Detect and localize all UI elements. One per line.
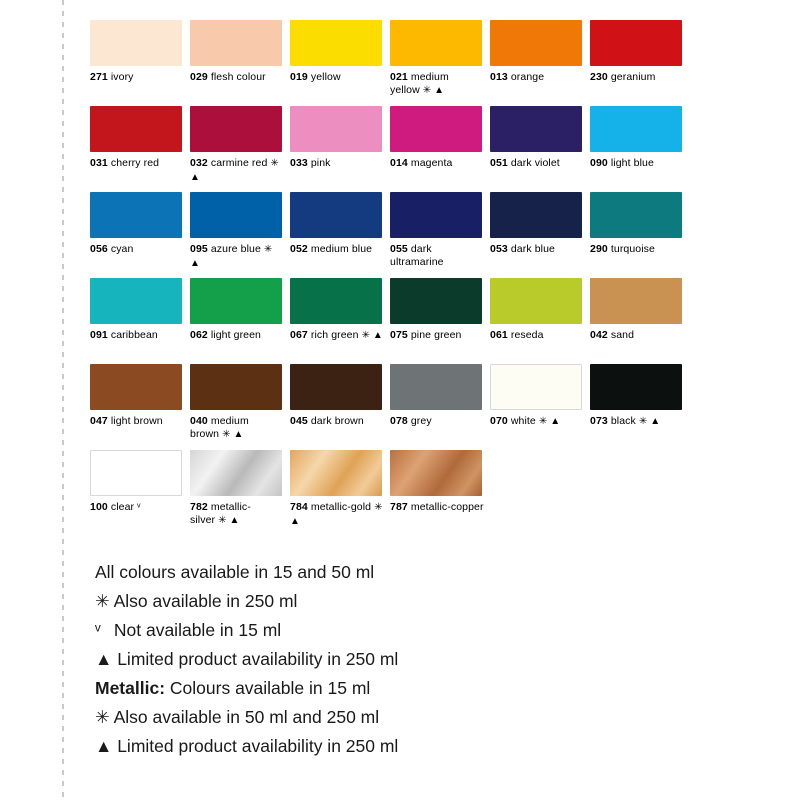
colour-chip: [390, 20, 482, 66]
colour-name: white: [510, 415, 536, 427]
perforation-dot: [62, 550, 64, 555]
colour-swatch-cell: [90, 450, 188, 536]
colour-caption: [290, 501, 384, 528]
availability-marks: ✳ ▲: [538, 416, 561, 427]
colour-name: dark blue: [510, 243, 555, 255]
perforation-dot: [62, 440, 64, 445]
perforation-dot: [62, 374, 64, 379]
colour-chip: [590, 20, 682, 66]
colour-name: metallic-gold: [310, 501, 372, 513]
perforation-dot: [62, 242, 64, 247]
colour-code: 782: [190, 501, 208, 513]
perforation-dot: [62, 66, 64, 71]
perforation-dot: [62, 495, 64, 500]
colour-name: dark brown: [310, 415, 364, 427]
colour-chip: [390, 278, 482, 324]
perforation-edge: [62, 0, 64, 800]
legend-note-text: Also available in 50 ml and 250 ml: [113, 707, 380, 727]
colour-chip: [290, 450, 382, 496]
perforation-dot: [62, 275, 64, 280]
colour-swatch-cell: [490, 364, 588, 450]
perforation-dot: [62, 165, 64, 170]
colour-code: 784: [290, 501, 308, 513]
perforation-dot: [62, 594, 64, 599]
colour-name: ivory: [110, 71, 134, 83]
legend-note: [95, 587, 690, 616]
colour-chip: [290, 192, 382, 238]
perforation-dot: [62, 407, 64, 412]
colour-name: turquoise: [610, 243, 655, 255]
colour-code: 053: [490, 243, 508, 255]
perforation-dot: [62, 176, 64, 181]
legend-notes: [95, 558, 690, 761]
colour-name: metallic-silver: [190, 501, 251, 526]
perforation-dot: [62, 638, 64, 643]
colour-chip: [490, 278, 582, 324]
availability-marks: ✳ ▲: [190, 158, 279, 183]
colour-code: 056: [90, 243, 108, 255]
colour-name: cyan: [110, 243, 134, 255]
perforation-dot: [62, 506, 64, 511]
colour-chip: [390, 364, 482, 410]
colour-caption: [90, 329, 184, 342]
colour-swatch-cell: [490, 278, 588, 364]
perforation-dot: [62, 187, 64, 192]
colour-chip: [390, 192, 482, 238]
colour-chip: [490, 364, 582, 410]
perforation-dot: [62, 517, 64, 522]
colour-name: light green: [210, 329, 261, 341]
availability-marks: ✳ ▲: [190, 244, 273, 269]
perforation-dot: [62, 0, 64, 5]
colour-name: orange: [510, 71, 545, 83]
colour-code: 052: [290, 243, 308, 255]
perforation-dot: [62, 649, 64, 654]
legend-symbol: ✳: [95, 707, 110, 727]
legend-note: [95, 616, 690, 645]
colour-swatch-cell: [190, 20, 288, 106]
legend-note-text: Not available in 15 ml: [113, 620, 282, 640]
legend-symbol: ▲: [95, 736, 113, 756]
perforation-dot: [62, 660, 64, 665]
colour-name: dark violet: [510, 157, 560, 169]
perforation-dot: [62, 462, 64, 467]
perforation-dot: [62, 451, 64, 456]
colour-swatch-cell: [490, 20, 588, 106]
availability-marks: ✳ ▲: [638, 416, 661, 427]
colour-code: 271: [90, 71, 108, 83]
colour-name: black: [610, 415, 636, 427]
perforation-dot: [62, 781, 64, 786]
colour-name: light blue: [610, 157, 654, 169]
colour-code: 047: [90, 415, 108, 427]
perforation-dot: [62, 363, 64, 368]
colour-code: 021: [390, 71, 408, 83]
colour-name: clear: [110, 501, 135, 513]
legend-note: [95, 703, 690, 732]
colour-caption: [490, 329, 584, 342]
colour-caption: [390, 71, 484, 97]
colour-chip: [190, 364, 282, 410]
perforation-dot: [62, 11, 64, 16]
colour-chip: [90, 106, 182, 152]
perforation-dot: [62, 308, 64, 313]
legend-note: [95, 674, 690, 703]
perforation-dot: [62, 682, 64, 687]
colour-caption: [590, 71, 684, 84]
colour-swatch-cell: [490, 106, 588, 192]
colour-chip: [90, 278, 182, 324]
colour-caption: [290, 157, 384, 170]
colour-chip: [290, 106, 382, 152]
colour-name: flesh colour: [210, 71, 266, 83]
colour-code: 290: [590, 243, 608, 255]
colour-chip: [590, 106, 682, 152]
colour-swatch-cell: [290, 106, 388, 192]
colour-caption: [90, 71, 184, 84]
perforation-dot: [62, 143, 64, 148]
colour-swatch-cell: [390, 20, 488, 106]
legend-note: [95, 645, 690, 674]
colour-chip: [90, 20, 182, 66]
colour-caption: [390, 501, 484, 514]
colour-swatch-cell: [90, 192, 188, 278]
legend-note-bold: Metallic:: [95, 678, 166, 698]
colour-caption: [190, 157, 284, 184]
legend-note-text: Also available in 250 ml: [113, 591, 298, 611]
perforation-dot: [62, 770, 64, 775]
colour-code: 051: [490, 157, 508, 169]
colour-name: medium yellow: [390, 71, 449, 96]
colour-swatch-cell: [590, 192, 688, 278]
colour-swatch-cell: [590, 278, 688, 364]
perforation-dot: [62, 22, 64, 27]
perforation-dot: [62, 792, 64, 797]
availability-marks: ✳ ▲: [218, 514, 240, 526]
colour-swatch-cell: [390, 450, 488, 536]
swatch-grid: [90, 20, 690, 536]
colour-caption: [590, 157, 684, 170]
perforation-dot: [62, 209, 64, 214]
colour-name: dark ultramarine: [390, 243, 444, 268]
colour-code: 014: [390, 157, 408, 169]
colour-caption: [390, 243, 484, 268]
legend-note-text: Limited product availability in 250 ml: [117, 736, 399, 756]
perforation-dot: [62, 561, 64, 566]
colour-chip: [490, 192, 582, 238]
perforation-dot: [62, 77, 64, 82]
colour-chip: [90, 450, 182, 496]
legend-note-text: Colours available in 15 ml: [169, 678, 371, 698]
colour-chip: [190, 20, 282, 66]
colour-swatch-cell: [90, 364, 188, 450]
colour-chip: [290, 278, 382, 324]
colour-chip: [190, 278, 282, 324]
colour-name: geranium: [610, 71, 656, 83]
colour-chip: [490, 106, 582, 152]
colour-chip: [190, 106, 282, 152]
legend-note: [95, 732, 690, 761]
colour-code: 067: [290, 329, 308, 341]
legend-note-text: Limited product availability in 250 ml: [117, 649, 399, 669]
colour-code: 040: [190, 415, 208, 427]
colour-code: 095: [190, 243, 208, 255]
colour-swatch-cell: [590, 106, 688, 192]
colour-code: 091: [90, 329, 108, 341]
colour-swatch-cell: [590, 20, 688, 106]
colour-caption: [290, 243, 384, 256]
colour-code: 078: [390, 415, 408, 427]
colour-code: 032: [190, 157, 208, 169]
colour-code: 075: [390, 329, 408, 341]
legend-symbol: ✳: [95, 591, 110, 611]
colour-chip: [190, 450, 282, 496]
colour-swatch-cell: [190, 106, 288, 192]
colour-swatch-cell: [390, 106, 488, 192]
colour-caption: [190, 415, 284, 441]
perforation-dot: [62, 132, 64, 137]
availability-marks: ✳ ▲: [361, 330, 383, 341]
colour-code: 029: [190, 71, 208, 83]
perforation-dot: [62, 385, 64, 390]
colour-swatch-cell: [290, 20, 388, 106]
colour-caption: [90, 415, 184, 428]
colour-code: 031: [90, 157, 108, 169]
colour-caption: [490, 243, 584, 256]
perforation-dot: [62, 704, 64, 709]
colour-name: magenta: [410, 157, 453, 169]
colour-swatch-cell: [390, 364, 488, 450]
perforation-dot: [62, 88, 64, 93]
perforation-dot: [62, 715, 64, 720]
legend-symbol: ᵛ: [95, 620, 101, 640]
colour-caption: [590, 329, 684, 342]
perforation-dot: [62, 572, 64, 577]
colour-chip: [290, 20, 382, 66]
colour-chip: [290, 364, 382, 410]
colour-code: 055: [390, 243, 408, 255]
perforation-dot: [62, 418, 64, 423]
perforation-dot: [62, 330, 64, 335]
colour-name: grey: [410, 415, 432, 427]
perforation-dot: [62, 484, 64, 489]
perforation-dot: [62, 231, 64, 236]
colour-swatch-cell: [190, 192, 288, 278]
perforation-dot: [62, 319, 64, 324]
colour-caption: [190, 329, 284, 342]
perforation-dot: [62, 396, 64, 401]
colour-caption: [90, 243, 184, 256]
colour-name: pink: [310, 157, 331, 169]
perforation-dot: [62, 33, 64, 38]
colour-code: 787: [390, 501, 408, 513]
availability-marks: ᵛ: [137, 502, 141, 513]
legend-symbol: ▲: [95, 649, 113, 669]
colour-caption: [90, 501, 184, 515]
colour-caption: [90, 157, 184, 170]
perforation-dot: [62, 726, 64, 731]
colour-caption: [590, 243, 684, 256]
perforation-dot: [62, 616, 64, 621]
colour-name: reseda: [510, 329, 544, 341]
colour-caption: [290, 329, 384, 343]
colour-swatch-cell: [390, 192, 488, 278]
colour-code: 230: [590, 71, 608, 83]
colour-caption: [190, 243, 284, 270]
perforation-dot: [62, 693, 64, 698]
colour-swatch-cell: [90, 278, 188, 364]
colour-name: cherry red: [110, 157, 160, 169]
colour-swatch-cell: [390, 278, 488, 364]
colour-code: 090: [590, 157, 608, 169]
perforation-dot: [62, 528, 64, 533]
colour-name: carmine red: [210, 157, 268, 169]
colour-name: pine green: [410, 329, 462, 341]
perforation-dot: [62, 44, 64, 49]
perforation-dot: [62, 99, 64, 104]
colour-swatch-cell: [290, 192, 388, 278]
colour-chip: [490, 20, 582, 66]
colour-chip: [390, 106, 482, 152]
colour-chip: [590, 278, 682, 324]
perforation-dot: [62, 110, 64, 115]
colour-caption: [390, 329, 484, 342]
colour-swatch-cell: [490, 192, 588, 278]
colour-swatch-cell: [590, 364, 688, 450]
colour-code: 019: [290, 71, 308, 83]
colour-name: yellow: [310, 71, 341, 83]
colour-swatch-cell: [190, 364, 288, 450]
colour-caption: [390, 415, 484, 428]
availability-marks: ✳ ▲: [222, 428, 244, 440]
colour-code: 045: [290, 415, 308, 427]
perforation-dot: [62, 286, 64, 291]
colour-caption: [190, 501, 284, 527]
colour-chip: [590, 364, 682, 410]
perforation-dot: [62, 198, 64, 203]
perforation-dot: [62, 264, 64, 269]
colour-swatch-cell: [190, 450, 288, 536]
colour-code: 073: [590, 415, 608, 427]
perforation-dot: [62, 341, 64, 346]
availability-marks: ✳ ▲: [422, 84, 445, 96]
perforation-dot: [62, 429, 64, 434]
perforation-dot: [62, 627, 64, 632]
perforation-dot: [62, 253, 64, 258]
colour-code: 013: [490, 71, 508, 83]
perforation-dot: [62, 605, 64, 610]
colour-code: 062: [190, 329, 208, 341]
colour-code: 070: [490, 415, 508, 427]
colour-chip: [90, 364, 182, 410]
colour-caption: [290, 415, 384, 428]
colour-name: rich green: [310, 329, 359, 341]
colour-swatch-cell: [190, 278, 288, 364]
legend-note-text: All colours available in 15 and 50 ml: [95, 562, 375, 582]
perforation-dot: [62, 583, 64, 588]
perforation-dot: [62, 473, 64, 478]
colour-caption: [490, 157, 584, 170]
perforation-dot: [62, 737, 64, 742]
perforation-dot: [62, 759, 64, 764]
colour-name: metallic-copper: [410, 501, 484, 513]
colour-chart-sheet: [90, 20, 690, 761]
colour-swatch-cell: [290, 450, 388, 536]
colour-caption: [390, 157, 484, 170]
colour-swatch-cell: [90, 20, 188, 106]
colour-code: 061: [490, 329, 508, 341]
perforation-dot: [62, 297, 64, 302]
colour-swatch-cell: [290, 278, 388, 364]
colour-name: azure blue: [210, 243, 261, 255]
perforation-dot: [62, 352, 64, 357]
colour-caption: [490, 71, 584, 84]
colour-name: light brown: [110, 415, 163, 427]
colour-caption: [490, 415, 584, 429]
perforation-dot: [62, 539, 64, 544]
perforation-dot: [62, 154, 64, 159]
perforation-dot: [62, 220, 64, 225]
colour-code: 100: [90, 501, 108, 513]
colour-code: 042: [590, 329, 608, 341]
colour-swatch-cell: [290, 364, 388, 450]
availability-marks: ✳ ▲: [290, 502, 383, 527]
colour-caption: [190, 71, 284, 84]
perforation-dot: [62, 121, 64, 126]
colour-swatch-cell: [90, 106, 188, 192]
colour-name: medium brown: [190, 415, 249, 440]
colour-name: medium blue: [310, 243, 373, 255]
colour-chip: [190, 192, 282, 238]
colour-code: 033: [290, 157, 308, 169]
perforation-dot: [62, 748, 64, 753]
legend-note: [95, 558, 690, 587]
colour-caption: [290, 71, 384, 84]
perforation-dot: [62, 671, 64, 676]
colour-chip: [90, 192, 182, 238]
perforation-dot: [62, 55, 64, 60]
colour-caption: [590, 415, 684, 429]
colour-name: caribbean: [110, 329, 158, 341]
colour-name: sand: [610, 329, 635, 341]
colour-chip: [590, 192, 682, 238]
colour-chip: [390, 450, 482, 496]
